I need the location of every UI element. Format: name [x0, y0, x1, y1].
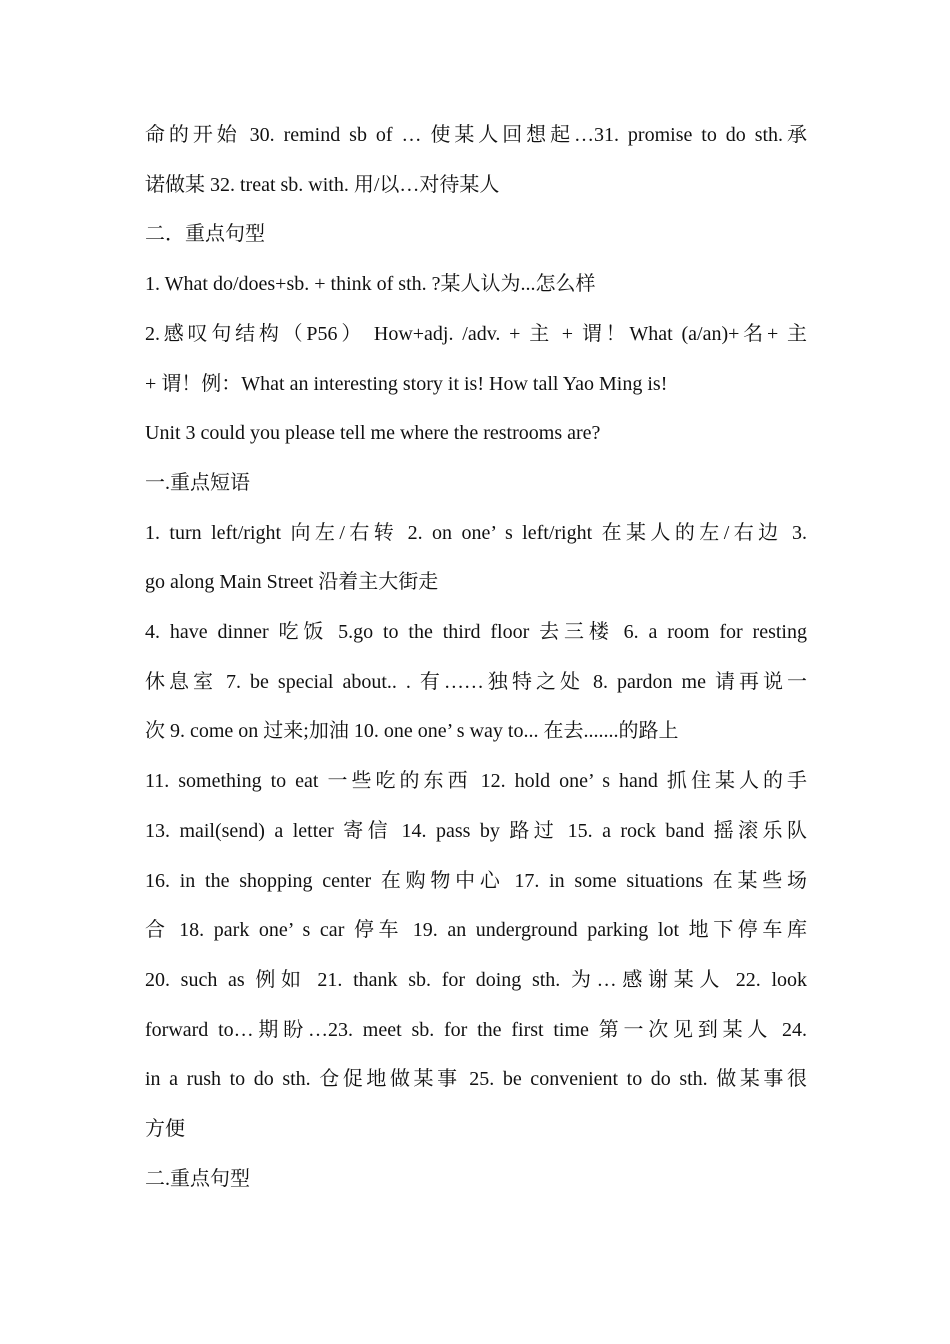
text-line: 次 9. come on 过来;加油 10. one one’ s way to... 在去.......的路上 [145, 720, 679, 743]
unit-heading: Unit 3 could you please tell me where the restrooms are? [145, 422, 601, 445]
text-line: go along Main Street 沿着主大街走 [145, 571, 439, 594]
text-line: 1. turn left/right 向左/右转 2. on one’ s left/right 在某人的左/右边 3. [145, 521, 807, 544]
text-line: 4. have dinner 吃饭 5.go to the third floor 去三楼 6. a room for resting [145, 621, 807, 644]
section-heading: 二.重点句型 [145, 1167, 250, 1190]
text-line: 2.感叹句结构（P56） How+adj. /adv. + 主 + 谓！What (a/an)+名+ 主 [145, 322, 807, 345]
text-line: 诺做某 32. treat sb. with. 用/以…对待某人 [145, 173, 500, 196]
text-line: 16. in the shopping center 在购物中心 17. in some situations 在某些场 [145, 869, 807, 892]
text-line: 11. something to eat 一些吃的东西 12. hold one’ s hand 抓住某人的手 [145, 770, 807, 793]
text-line: + 谓！例：What an interesting story it is! How tall Yao Ming is! [145, 372, 668, 395]
text-line: 休息室 7. be special about.. . 有……独特之处 8. pardon me 请再说一 [145, 670, 807, 693]
text-line: 命的开始 30. remind sb of … 使某人回想起…31. promise to do sth.承 [145, 124, 807, 146]
text-line: 13. mail(send) a letter 寄信 14. pass by 路过 15. a rock band 摇滚乐队 [145, 819, 807, 842]
text-line: 方便 [145, 1118, 185, 1141]
text-line: 20. such as 例如 21. thank sb. for doing sth. 为…感谢某人 22. look [145, 968, 807, 991]
text-line: 合 18. park one’ s car 停车 19. an underground parking lot 地下停车库 [145, 919, 807, 942]
section-heading: 二．重点句型 [145, 223, 265, 246]
text-line: forward to…期盼…23. meet sb. for the first time 第一次见到某人 24. [145, 1018, 807, 1041]
section-heading: 一.重点短语 [145, 471, 250, 494]
text-line: in a rush to do sth. 仓促地做某事 25. be convenient to do sth. 做某事很 [145, 1068, 807, 1091]
document-body [145, 111, 807, 1204]
text-line: 1. What do/does+sb. + think of sth. ?某人认为...怎么样 [145, 273, 596, 296]
